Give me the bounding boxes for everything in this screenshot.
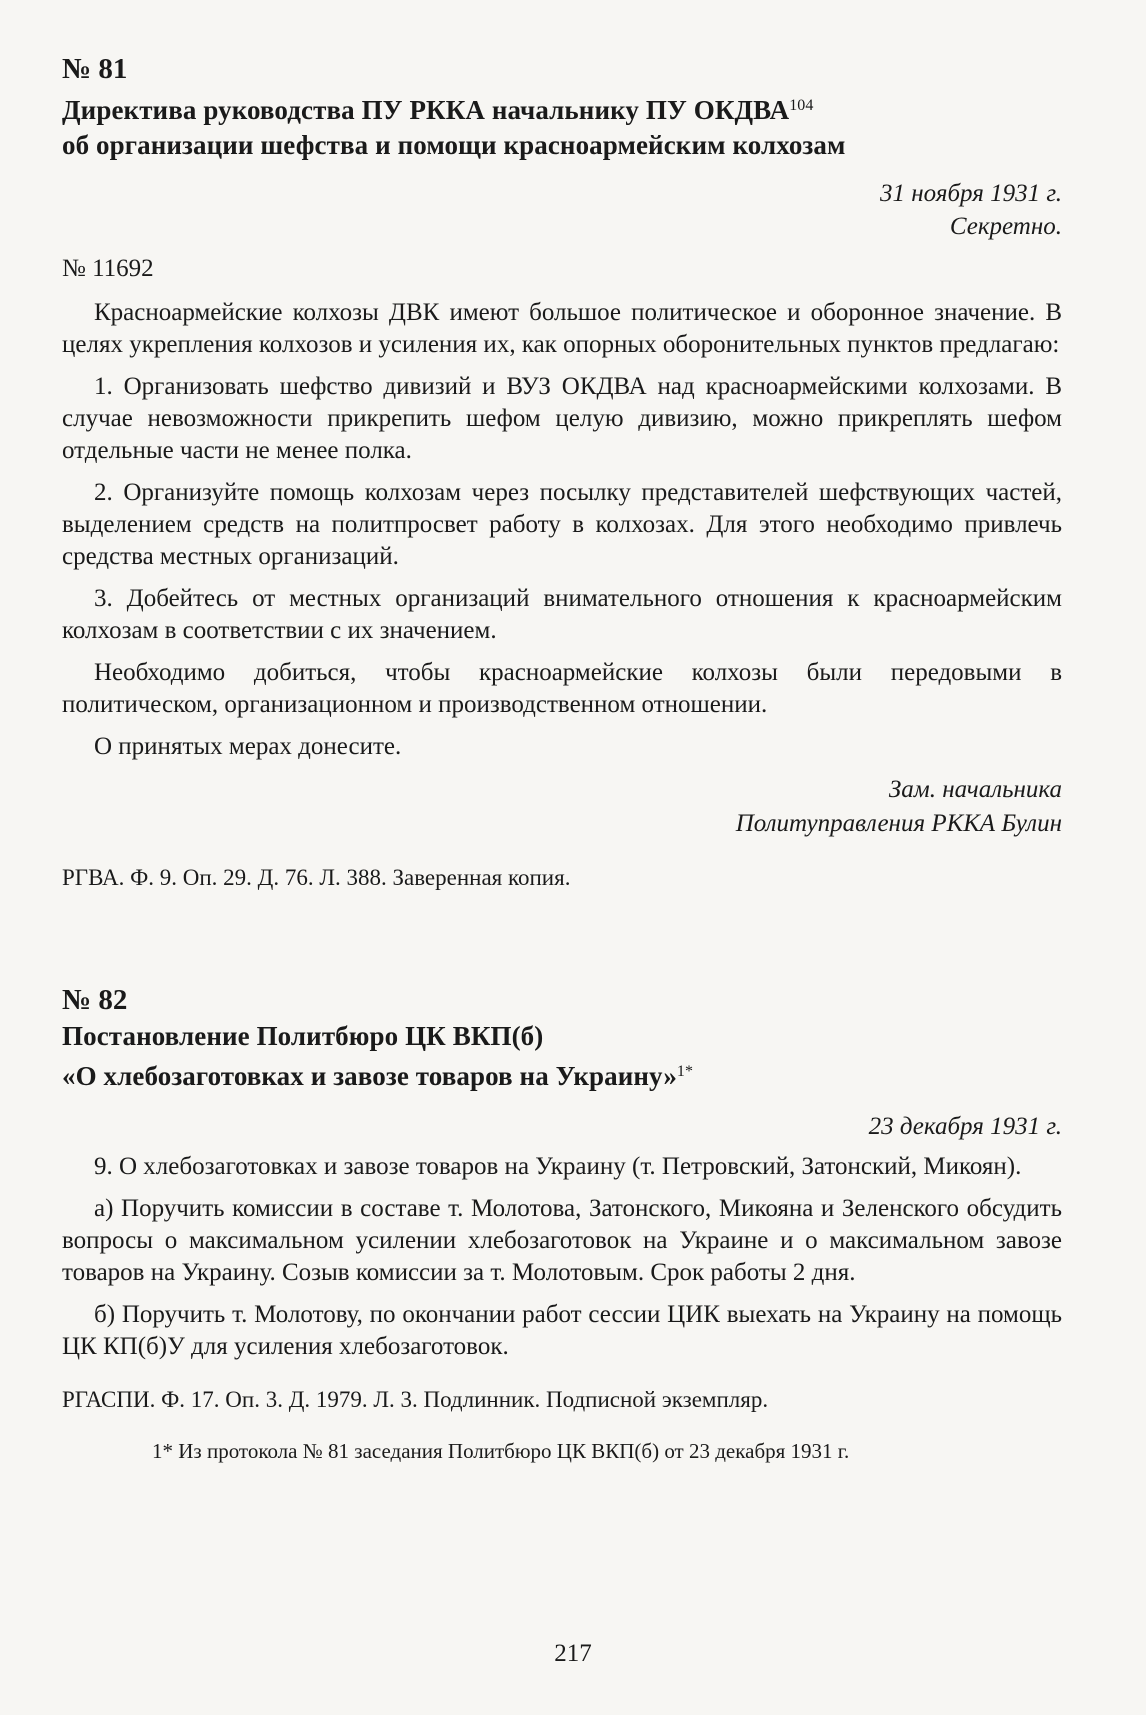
footnote: 1* Из протокола № 81 заседания Политбюро ЦК ВКП(б) от 23 декабря 1931 г. (152, 1439, 850, 1463)
classification-mark: Секретно. (949, 213, 1062, 240)
footnote-ref: 104 (789, 97, 814, 114)
paragraph: 2. Организуйте помощь колхозам через посылку представителей шефствующих частей, выделением средств на политпросвет работу в колхозах. Для этого необходимо привлечь средства местных организаций. (62, 479, 1062, 570)
signature-title: Зам. начальника (888, 776, 1062, 803)
paragraph: б) Поручить т. Молотову, по окончании работ сессии ЦИК выехать на Украину на помощь ЦК КП(б)У для усиления хлебозаготовок. (62, 1301, 1062, 1360)
paragraph: О принятых мерах донесите. (94, 733, 402, 760)
paragraph: Красноармейские колхозы ДВК имеют большое политическое и оборонное значение. В целях укрепления колхозов и усиления их, как опорных оборонительных пунктов предлагаю: (62, 299, 1062, 358)
paragraph: а) Поручить комиссии в составе т. Молотова, Затонского, Микояна и Зеленского обсудить вопросы о максимальном усилении хлебозаготовок на Украине и о максимальном завозе товаров на Украину. Созыв комиссии за т. Молотовым. Срок работы 2 дня. (62, 1195, 1062, 1286)
document-title (62, 88, 1062, 163)
title-line-2: об организации шефства и помощи красноармейским колхозам (62, 130, 846, 160)
title-line-1: Постановление Политбюро ЦК ВКП(б) (62, 1021, 544, 1051)
registration-number: № 11692 (62, 255, 154, 282)
archive-reference: РГАСПИ. Ф. 17. Оп. 3. Д. 1979. Л. 3. Подлинник. Подписной экземпляр. (62, 1387, 769, 1412)
document-date: 23 декабря 1931 г. (868, 1113, 1062, 1140)
paragraph: 1. Организовать шефство дивизий и ВУЗ ОКДВА над красноармейскими колхозами. В случае невозможности прикрепить шефом целую дивизию, можно прикреплять шефом отдельные части не менее полка. (62, 373, 1062, 464)
title-line-1: Директива руководства ПУ РККА начальнику ПУ ОКДВА (62, 95, 790, 125)
document-title (62, 1019, 1062, 1094)
paragraph: 9. О хлебозаготовках и завозе товаров на Украину (т. Петровский, Затонский, Микоян). (94, 1153, 1022, 1180)
paragraph: 3. Добейтесь от местных организаций внимательного отношения к красноармейским колхозам в соответствии с их значением. (62, 585, 1062, 644)
page-number: 217 (554, 1640, 592, 1667)
section-gap (62, 893, 1062, 981)
footnote-ref: 1* (676, 1063, 694, 1080)
archive-reference: РГВА. Ф. 9. Оп. 29. Д. 76. Л. 388. Заверенная копия. (62, 865, 571, 890)
document-date: 31 ноября 1931 г. (880, 180, 1062, 207)
document-number: № 82 (62, 984, 128, 1016)
signature-block (62, 773, 1062, 841)
signature-name: Политуправления РККА Булин (735, 810, 1062, 837)
title-line-2: «О хлебозаготовках и завозе товаров на Украину» (62, 1061, 677, 1091)
document-page (62, 50, 1062, 1487)
document-number: № 81 (62, 53, 128, 85)
paragraph: Необходимо добиться, чтобы красноармейские колхозы были передовыми в политическом, организационном и производственном отношении. (62, 659, 1062, 718)
